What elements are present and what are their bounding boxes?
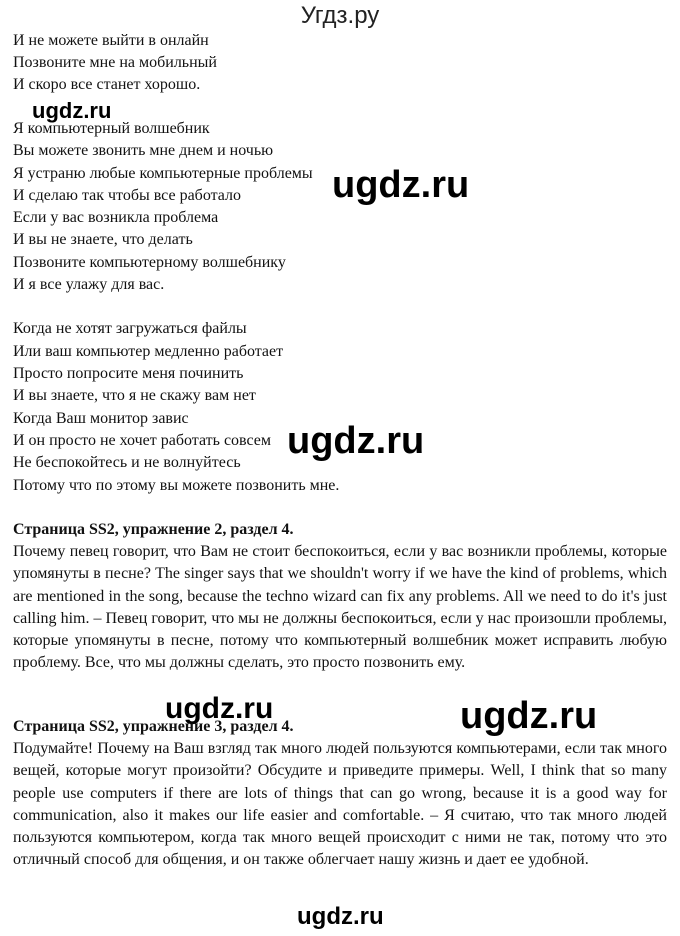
poem-line: Просто попросите меня починить xyxy=(13,365,244,382)
poem-line: И не можете выйти в онлайн xyxy=(13,32,209,49)
poem-line: И он просто не хочет работать совсем xyxy=(13,432,272,449)
poem-line: Если у вас возникла проблема xyxy=(13,209,219,226)
watermark: ugdz.ru xyxy=(165,692,274,725)
site-title: Угдз.ру xyxy=(300,2,380,29)
poem-line: И вы знаете, что я не скажу вам нет xyxy=(13,387,256,404)
poem-line: Когда не хотят загружаться файлы xyxy=(13,320,247,337)
poem-line: Когда Ваш монитор завис xyxy=(13,410,189,427)
poem-line: И сделаю так чтобы все работало xyxy=(13,187,242,204)
section-text: Почему певец говорит, что Вам не стоит беспокоиться, если у вас возникли проблемы, которые упомянуты в песне? The singer says that we shouldn't worry if we have the kind of problems, which are mentioned in the song, because the techno wizard can fix any problems. All we need to do it's just calling him. – Певец говорит, что мы не должны беспокоиться, если у нас произошли проблемы, которые упомянуты в песне, потому что компьютерный волшебник может исправить любую проблему. Все, что мы должны сделать, это просто позвонить ему. xyxy=(13,543,667,672)
watermark: ugdz.ru xyxy=(460,695,598,737)
poem-line: Позвоните мне на мобильный xyxy=(13,54,217,71)
section-heading: Страница SS2, упражнение 2, раздел 4. xyxy=(13,521,294,538)
poem-line: Потому что по этому вы можете позвонить мне. xyxy=(13,477,340,494)
poem-line: И вы не знаете, что делать xyxy=(13,231,193,248)
watermark: ugdz.ru xyxy=(32,98,112,123)
poem-line: Я устраню любые компьютерные проблемы xyxy=(13,165,313,182)
watermark: ugdz.ru xyxy=(287,420,425,462)
poem-line: Не беспокойтесь и не волнуйтесь xyxy=(13,454,241,471)
poem-line: Я компьютерный волшебник xyxy=(13,120,210,137)
poem-line: Позвоните компьютерному волшебнику xyxy=(13,254,286,271)
watermark: ugdz.ru xyxy=(297,903,384,930)
section-text: Подумайте! Почему на Ваш взгляд так много людей пользуются компьютерами, если так много вещей, которые могут произойти? Обсудите и приведите примеры. Well, I think that so many people use computers if there are lots of things that can go wrong, because it is a good way for communication, also it makes our life easier and comfortable. – Я считаю, что так много людей пользуются компьютером, когда так много вещей происходит с ними не так, потому что это отличный способ для общения, и он также облегчает нашу жизнь и дает ее удобной. xyxy=(13,740,667,869)
poem-line: И я все улажу для вас. xyxy=(13,276,165,293)
poem-line: Или ваш компьютер медленно работает xyxy=(13,343,284,360)
section-heading: Страница SS2, упражнение 3, раздел 4. xyxy=(13,718,294,735)
poem-line: И скоро все станет хорошо. xyxy=(13,76,201,93)
poem-line: Вы можете звонить мне днем и ночью xyxy=(13,142,274,159)
watermark: ugdz.ru xyxy=(332,164,470,206)
